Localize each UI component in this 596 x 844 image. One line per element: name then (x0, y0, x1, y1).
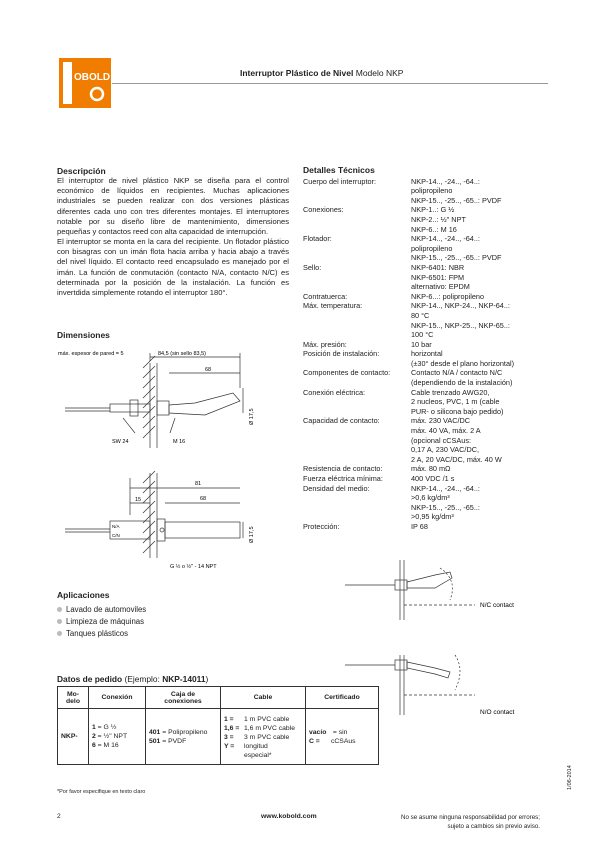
tech-value (411, 388, 543, 417)
bullet-icon (57, 619, 62, 624)
tech-value-line: NKP-2..: ½" NPT (411, 214, 466, 224)
tech-row (303, 484, 543, 522)
order-header: Mo- delo (58, 687, 89, 709)
applications-heading: Aplicaciones (57, 590, 110, 600)
order-model: NKP- (58, 709, 89, 765)
tech-row (303, 416, 543, 464)
page-number: 2 (57, 813, 61, 820)
tech-value (411, 301, 543, 339)
technical-details (303, 166, 543, 532)
tech-value (411, 474, 543, 484)
tech-value (411, 177, 543, 206)
tech-value-line: NKP-15.., -25.., -65..: PVDF (411, 253, 502, 263)
order-table (57, 686, 379, 765)
dim-845-label: 84,5 (sin sello 83,5) (158, 351, 206, 357)
tech-key: Capacidad de contacto: (303, 416, 380, 426)
order-option: especial* (244, 752, 272, 759)
tech-row (303, 234, 543, 263)
tech-row (303, 263, 543, 292)
tech-value-line: máx. 80 mΩ (411, 464, 451, 474)
dim-68a-label: 68 (205, 367, 212, 373)
tech-value-line: NKP-6401: NBR (411, 262, 465, 272)
tech-value-line: 2 A, 20 VAC/DC, máx. 40 W (411, 454, 502, 464)
tech-value-line: >0,95 kg/dm³ (411, 512, 454, 522)
no-contact-label: N/O contact (480, 709, 515, 716)
tech-row (303, 522, 543, 532)
dim-thread-label: G ½ o ½" - 14 NPT (170, 564, 217, 570)
tech-value-line: Cable trenzado AWG20, (411, 387, 490, 397)
kobold-logo (59, 58, 111, 108)
tech-value-line: NKP-14.., -24.., -64..: (411, 234, 480, 244)
order-option: 1 = 1 m PVC cable (224, 716, 290, 723)
tech-value-line: (opcional cCSAus: (411, 435, 472, 445)
tech-value-line: NKP-6...: polipropileno (411, 291, 485, 301)
tech-key: Conexión eléctrica: (303, 387, 366, 397)
header-rule (112, 83, 548, 84)
tech-value-line: 10 bar (411, 339, 432, 349)
dim-m16-label: M 16 (173, 439, 186, 445)
order-cert-cell (306, 709, 379, 765)
tech-value-line: NKP-15.., -25.., -65..: PVDF (411, 195, 502, 205)
dimensions-drawing (55, 343, 290, 573)
tech-value-line: 400 VDC /1 s (411, 474, 455, 483)
application-label: Limpieza de máquinas (66, 617, 145, 626)
tech-value-line: 0,17 A, 230 VAC/DC, (411, 445, 480, 455)
order-option: 6 = M 16 (92, 742, 119, 749)
disclaimer: No se asume ninguna responsabilidad por errores; sujeto a cambios sin previo aviso. (401, 814, 540, 830)
tech-row (303, 340, 543, 350)
tech-key: Sello: (303, 262, 322, 272)
dim-81-label: 81 (195, 481, 202, 487)
tech-row (303, 464, 543, 474)
tech-value-line: máx. 40 VA, máx. 2 A (411, 426, 481, 436)
description-section (57, 166, 289, 298)
tech-value-line: polipropileno (411, 186, 453, 196)
tech-value-line: NKP-14.., -24.., -64..: (411, 176, 480, 186)
tech-key: Máx. presión: (303, 339, 347, 349)
tech-value (411, 416, 543, 464)
description-paragraph-1: El interruptor de nivel plástico NKP se diseña para el control económico de líquidos en recipientes. Muchas aplicaciones industriales se pueden realizar con dos versiones plásticas diferentes cada uno con tres diferentes montajes. El interruptores notable por su diseño libre de mantenimiento, dimensiones pequeñas y contactos reed con alta capacidad de interrupción. (57, 176, 289, 236)
nc-contact-label: N/C contact (480, 602, 514, 609)
application-label: Lavado de automoviles (66, 605, 147, 614)
tech-row (303, 388, 543, 417)
bullet-icon (57, 631, 62, 636)
order-title: Datos de pedido (Ejemplo: NKP-14011) (57, 674, 209, 684)
tech-heading: Detalles Técnicos (303, 165, 375, 175)
tech-value-line: NKP-15.., NKP-25.., NKP-65..: (411, 320, 510, 330)
tech-key: Cuerpo del interruptor: (303, 176, 377, 186)
order-option: 1 = G ½ (92, 724, 117, 731)
tech-value-line: polipropileno (411, 243, 453, 253)
tech-row (303, 368, 543, 387)
order-option: 501 = PVDF (149, 737, 187, 745)
tech-key: Fuerza eléctrica mínima: (303, 474, 383, 483)
application-item (57, 617, 146, 626)
order-cable-cell (221, 709, 306, 765)
application-item (57, 629, 146, 638)
tech-value-line: NKP-6501: FPM (411, 272, 465, 282)
tech-row (303, 301, 543, 339)
tech-value (411, 484, 543, 522)
tech-value (411, 205, 543, 234)
tech-value-line: NKP-14.., -24.., -64..: (411, 483, 480, 493)
order-option: vacío = sin (309, 728, 348, 736)
tech-value-line: 2 nucleos, PVC, 1 m (cable (411, 397, 500, 407)
dim-sw24-label: SW 24 (112, 439, 129, 445)
tech-value-line: 80 °C (411, 310, 430, 320)
tech-key: Contratuerca: (303, 291, 348, 301)
order-header: Caja de conexiones (146, 687, 221, 709)
tech-value-line: horizontal (411, 349, 443, 359)
tech-key: Posición de instalación: (303, 349, 380, 359)
tech-value (411, 464, 543, 474)
order-option: 2 = ½" NPT (92, 733, 128, 740)
description-paragraph-2: El interruptor se monta en la cara del recipiente. Un flotador plástico con bisagras con un imán flota hacia arriba y hacia abajo a través del nivel líquido. El contacto reed encapsulado es manejado por el imán. La función de conmutación (contacto N/A, contacto N/C) es determinada por la posición de la instalación. La función es invertdida simplemente rotando el interruptor 180°. (57, 237, 289, 297)
tech-value-line: >0,6 kg/dm³ (411, 493, 450, 503)
tech-key: Conexiones: (303, 205, 344, 215)
tech-value-line: NKP-1..: G ½ (411, 205, 455, 215)
dim-wall-label: máx. espesor de pared = 5 (58, 351, 124, 357)
tech-row (303, 474, 543, 484)
tech-key: Componentes de contacto: (303, 368, 391, 378)
order-option: 1,6 = 1,6 m PVC cable (224, 725, 295, 732)
order-housing-cell (146, 709, 221, 765)
tech-key: Máx. temperatura: (303, 301, 363, 311)
tech-value (411, 368, 543, 387)
tech-value-line: PUR- o silicona bajo pedido) (411, 406, 504, 416)
tech-value (411, 349, 543, 368)
dim-15-label: 15 (135, 497, 142, 503)
description-heading: Descripción (57, 166, 106, 176)
dimensions-heading: Dimensiones (57, 330, 110, 340)
tech-value-line: NKP-15.., -25.., -65..: (411, 502, 480, 512)
dim-cn-label: C/N (112, 533, 120, 538)
order-option: 401 = Polipropileno (149, 728, 208, 736)
tech-value-line: NKP-6..: M 16 (411, 224, 457, 234)
application-label: Tanques plásticos (66, 629, 128, 638)
order-option: 3 = 3 m PVC cable (224, 734, 290, 741)
dim-68b-label: 68 (200, 496, 207, 502)
tech-value-line: Contacto N/A / contacto N/C (411, 368, 503, 378)
page-title: Interruptor Plástico de Nivel Modelo NKP (240, 68, 404, 78)
tech-value-line: IP 68 (411, 521, 428, 531)
tech-value (411, 263, 543, 292)
order-connection-cell (89, 709, 146, 765)
tech-value-line: alternativo: EPDM (411, 282, 470, 292)
applications-section (57, 590, 146, 641)
dim-175a-label: Ø 17,5 (249, 408, 255, 425)
dim-na-label: N/A (112, 524, 120, 529)
bullet-icon (57, 607, 62, 612)
order-option: Y = longitud (224, 743, 268, 750)
tech-value (411, 340, 543, 350)
order-header: Conexión (89, 687, 146, 709)
svg-text:OBOLD: OBOLD (74, 72, 111, 83)
order-footnote: *Por favor especifique en texto claro (57, 789, 146, 795)
tech-row (303, 349, 543, 368)
tech-key: Densidad del medio: (303, 483, 370, 493)
date-code: 1/06-2014 (567, 765, 573, 790)
tech-value-line: (±30° desde el plano horizontal) (411, 358, 515, 368)
tech-value (411, 292, 543, 302)
tech-row (303, 205, 543, 234)
tech-key: Resistencia de contacto: (303, 464, 383, 474)
tech-key: Flotador: (303, 234, 332, 244)
application-item (57, 605, 146, 614)
tech-value-line: (dependiendo de la instalación) (411, 378, 513, 388)
order-option: C = cCSAus (309, 737, 356, 745)
tech-value (411, 522, 543, 532)
tech-row (303, 292, 543, 302)
tech-key: Protección: (303, 521, 340, 531)
tech-value-line: NKP-14.., NKP-24.., NKP-64..: (411, 301, 510, 311)
tech-row (303, 177, 543, 206)
order-row (58, 709, 379, 765)
dim-175b-label: Ø 17,5 (249, 526, 255, 543)
order-header: Certificado (306, 687, 379, 709)
tech-value (411, 234, 543, 263)
website-link[interactable]: www.kobold.com (261, 813, 317, 820)
tech-value-line: 100 °C (411, 330, 434, 340)
tech-value-line: máx. 230 VAC/DC (411, 416, 471, 426)
order-header: Cable (221, 687, 306, 709)
